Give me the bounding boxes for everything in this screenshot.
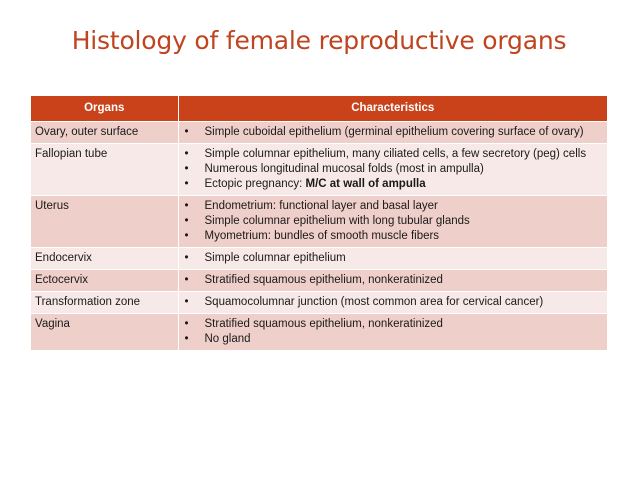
- characteristics-cell: [178, 196, 607, 248]
- characteristic-text: No gland: [204, 333, 251, 345]
- list-item: [185, 273, 608, 288]
- characteristic-text: Numerous longitudinal mucosal folds (most in ampulla): [204, 163, 484, 175]
- characteristic-text: Simple columnar epithelium, many ciliated cells, a few secretory (peg) cells: [204, 148, 587, 160]
- bullet-icon: •: [184, 178, 189, 190]
- organ-cell: Vagina: [31, 314, 178, 351]
- bullet-icon: •: [184, 318, 189, 330]
- table-row: [31, 292, 607, 314]
- characteristics-list: [185, 199, 608, 244]
- characteristics-cell: [178, 144, 607, 196]
- bullet-icon: •: [184, 252, 189, 264]
- list-item: [185, 177, 608, 192]
- characteristics-cell: [178, 314, 607, 351]
- table-row: [31, 270, 607, 292]
- bullet-icon: •: [184, 148, 189, 160]
- bullet-icon: •: [184, 200, 189, 212]
- bullet-icon: •: [184, 163, 189, 175]
- list-item: [185, 162, 608, 177]
- characteristic-text: Simple columnar epithelium with long tubular glands: [204, 215, 470, 227]
- organ-cell: Ovary, outer surface: [31, 122, 178, 144]
- header-characteristics: Characteristics: [178, 96, 607, 122]
- list-item: [185, 199, 608, 214]
- characteristics-cell: [178, 248, 607, 270]
- organ-cell: Transformation zone: [31, 292, 178, 314]
- table-row: [31, 314, 607, 351]
- list-item: [185, 295, 608, 310]
- list-item: [185, 125, 608, 140]
- characteristics-list: [185, 317, 608, 347]
- characteristic-text: Squamocolumnar junction (most common area for cervical cancer): [204, 296, 544, 308]
- characteristics-list: [185, 125, 608, 140]
- characteristics-cell: [178, 122, 607, 144]
- bullet-icon: •: [184, 333, 189, 345]
- characteristics-list: [185, 295, 608, 310]
- slide-title: Histology of female reproductive organs: [71, 26, 567, 55]
- table-row: [31, 196, 607, 248]
- characteristic-text: Endometrium: functional layer and basal layer: [204, 200, 438, 212]
- characteristic-text: Stratified squamous epithelium, nonkeratinized: [204, 318, 443, 330]
- characteristic-text: Ectopic pregnancy:: [204, 178, 306, 190]
- characteristic-text: Simple columnar epithelium: [204, 252, 346, 264]
- bullet-icon: •: [184, 215, 189, 227]
- organ-cell: Ectocervix: [31, 270, 178, 292]
- characteristics-list: [185, 251, 608, 266]
- bullet-icon: •: [184, 126, 189, 138]
- characteristics-list: [185, 147, 608, 192]
- organ-cell: Fallopian tube: [31, 144, 178, 196]
- table-header-row: [31, 96, 607, 122]
- characteristic-text: Myometrium: bundles of smooth muscle fibers: [204, 230, 440, 242]
- histology-table: [31, 96, 607, 350]
- list-item: [185, 147, 608, 162]
- bullet-icon: •: [184, 230, 189, 242]
- characteristic-text: Simple cuboidal epithelium (germinal epithelium covering surface of ovary): [204, 126, 584, 138]
- characteristics-cell: [178, 270, 607, 292]
- characteristics-cell: [178, 292, 607, 314]
- table-row: [31, 248, 607, 270]
- bullet-icon: •: [184, 296, 189, 308]
- list-item: [185, 214, 608, 229]
- characteristics-list: [185, 273, 608, 288]
- list-item: [185, 229, 608, 244]
- table-body: [31, 122, 607, 351]
- list-item: [185, 332, 608, 347]
- characteristic-text: Stratified squamous epithelium, nonkeratinized: [204, 274, 443, 286]
- organ-cell: Endocervix: [31, 248, 178, 270]
- bullet-icon: •: [184, 274, 189, 286]
- organ-cell: Uterus: [31, 196, 178, 248]
- list-item: [185, 317, 608, 332]
- table-row: [31, 144, 607, 196]
- header-organs: Organs: [31, 96, 178, 122]
- table-row: [31, 122, 607, 144]
- list-item: [185, 251, 608, 266]
- emphasis-text: M/C at wall of ampulla: [305, 178, 426, 190]
